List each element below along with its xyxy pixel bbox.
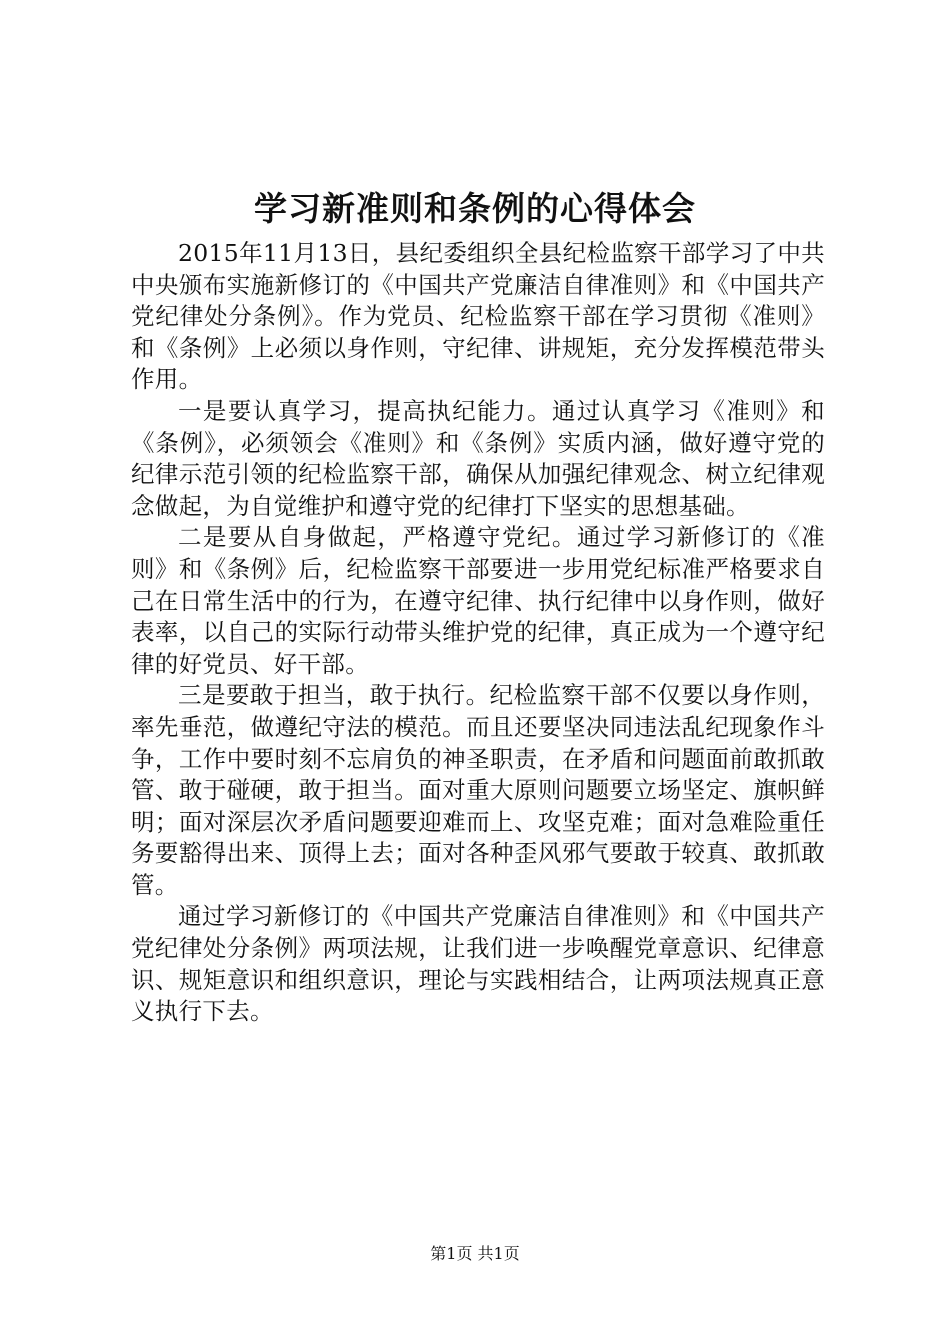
- page-number-footer: 第1页 共1页: [430, 1244, 520, 1263]
- paragraph-conclusion: 通过学习新修订的《中国共产党廉洁自律准则》和《中国共产党纪律处分条例》两项法规，让我们进一步唤醒党章意识、纪律意识、规矩意识和组织意识，理论与实践相结合，让两项法规真正意义执行下去。: [131, 902, 825, 1026]
- paragraph-point-two: 二是要从自身做起，严格遵守党纪。通过学习新修订的《准则》和《条例》后，纪检监察干部要进一步用党纪标准严格要求自己在日常生活中的行为，在遵守纪律、执行纪律中以身作则，做好表率，以自己的实际行动带头维护党的纪律，真正成为一个遵守纪律的好党员、好干部。: [131, 523, 825, 678]
- document-body: [131, 238, 825, 1028]
- paragraph-point-three: 三是要敢于担当，敢于执行。纪检监察干部不仅要以身作则，率先垂范，做遵纪守法的模范。而且还要坚决同违法乱纪现象作斗争，工作中要时刻不忘肩负的神圣职责，在矛盾和问题面前敢抓敢管、敢于碰硬，敢于担当。面对重大原则问题要立场坚定、旗帜鲜明；面对深层次矛盾问题要迎难而上、攻坚克难；面对急难险重任务要豁得出来、顶得上去；面对各种歪风邪气要敢于较真、敢抓敢管。: [131, 681, 825, 899]
- document-title: 学习新准则和条例的心得体会: [254, 189, 696, 228]
- paragraph-point-one: 一是要认真学习，提高执纪能力。通过认真学习《准则》和《条例》，必须领会《准则》和《条例》实质内涵，做好遵守党的纪律示范引领的纪检监察干部，确保从加强纪律观念、树立纪律观念做起，为自觉维护和遵守党的纪律打下坚实的思想基础。: [131, 396, 825, 520]
- paragraph-intro: 2015年11月13日，县纪委组织全县纪检监察干部学习了中共中央颁布实施新修订的《中国共产党廉洁自律准则》和《中国共产党纪律处分条例》。作为党员、纪检监察干部在学习贯彻《准则》和《条例》上必须以身作则，守纪律、讲规矩，充分发挥模范带头作用。: [131, 239, 825, 394]
